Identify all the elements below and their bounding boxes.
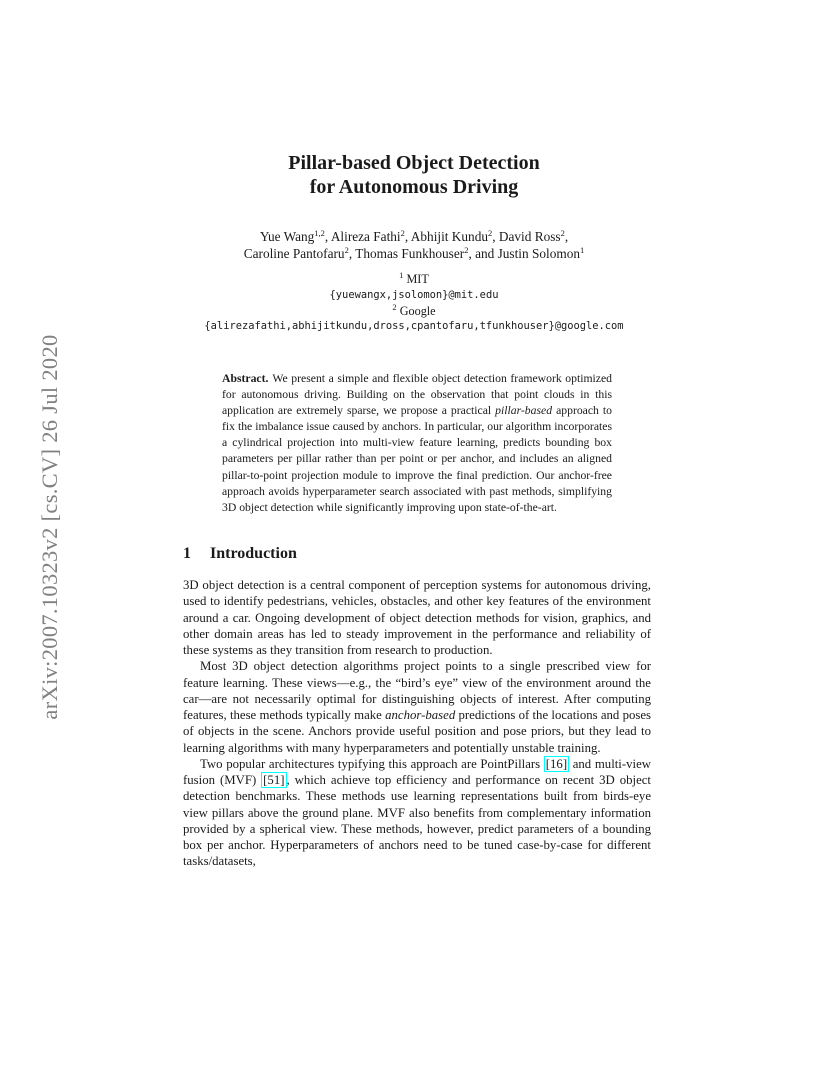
author-affiliation-mark: 2 bbox=[560, 228, 565, 238]
paragraph-text: , which achieve top efficiency and performance on recent 3D object detection benchmarks. These methods use learning representations built from birds-eye view pillars above the ground plane. MVF also benefits from complementary information provided by a spherical view. These methods, however, predict parameters of a bounding box per anchor. Hyperparameters of anchors need to be tuned case-by-case for different tasks/datasets, bbox=[183, 773, 651, 869]
author-separator: , bbox=[564, 229, 569, 244]
paper-title-line-1: Pillar-based Object Detection bbox=[288, 152, 540, 174]
author-affiliation-mark: 1 bbox=[580, 245, 585, 255]
affiliations bbox=[0, 272, 828, 335]
affiliation-mit bbox=[0, 272, 828, 288]
arxiv-identifier-stamp: arXiv:2007.10323v2 [cs.CV] 26 Jul 2020 bbox=[37, 334, 62, 720]
abstract-label: Abstract. bbox=[222, 372, 269, 385]
paragraph-text: predictions of the locations and poses of objects in the scene. Anchors provide useful position and pose priors, but they lead to learning algorithms with many hyperparameters and potentially unstable training. bbox=[183, 708, 652, 755]
author-name: Abhijit Kundu bbox=[410, 229, 488, 244]
affiliation-google bbox=[0, 301, 828, 320]
author-name: Thomas Funkhouser bbox=[355, 246, 465, 261]
abstract-emphasis: pillar-based bbox=[495, 404, 553, 418]
author-name: Caroline Pantofaru bbox=[243, 246, 345, 261]
author-name: Alireza Fathi bbox=[330, 229, 401, 244]
paragraph bbox=[183, 658, 651, 756]
author-separator: , bbox=[404, 229, 411, 244]
paragraph: 3D object detection is a central component of perception systems for autonomous driving, used to identify pedestrians, vehicles, obstacles, and other key features of the environment around a car. Ongoing development of object detection methods for vision, graphics, and other domain areas has led to steady improvement in the performance and reliability of these systems as they transition from research to production. bbox=[183, 578, 651, 657]
author-affiliation-mark: 2 bbox=[344, 245, 349, 255]
author-separator: , bbox=[348, 246, 356, 261]
introduction-body bbox=[183, 577, 651, 870]
author-affiliation-mark: 1,2 bbox=[314, 228, 325, 238]
author-name: Yue Wang bbox=[259, 229, 315, 244]
abstract bbox=[222, 371, 612, 516]
citation-link[interactable]: [51] bbox=[263, 773, 285, 787]
author-separator: , and bbox=[468, 246, 498, 261]
author-name: David Ross bbox=[498, 229, 561, 244]
author-affiliation-mark: 2 bbox=[464, 245, 469, 255]
section-number: 1 bbox=[183, 545, 191, 562]
institution-name: MIT bbox=[406, 272, 429, 286]
section-heading-introduction bbox=[183, 545, 297, 563]
author-separator: , bbox=[324, 229, 331, 244]
email-mit[interactable]: {yuewangx,jsolomon}@mit.edu bbox=[329, 288, 499, 301]
author-line-1 bbox=[0, 228, 828, 245]
section-title: Introduction bbox=[210, 545, 297, 562]
abstract-text: We present a simple and flexible object detection framework optimized for autonomous driving. Building on the observation that point clouds in this application are extremely sparse, we propose a practical bbox=[222, 372, 612, 418]
author-list bbox=[0, 228, 828, 262]
email-google[interactable]: {alirezafathi,abhijitkundu,dross,cpantofaru,tfunkhouser}@google.com bbox=[204, 320, 624, 333]
paragraph-emphasis: anchor-based bbox=[385, 708, 456, 722]
paragraph-text: Two popular architectures typifying this approach are PointPillars bbox=[200, 756, 544, 771]
paragraph-text: and multi-view fusion (MVF) bbox=[183, 756, 651, 787]
author-separator: , bbox=[492, 229, 499, 244]
citation-link[interactable]: [16] bbox=[545, 756, 568, 771]
paragraph-text: Most 3D object detection algorithms project points to a single prescribed view for feature learning. These views—e.g., the “bird’s eye” view of the environment around the car—are not necessarily optimal for distinguishing objects of interest. After computing features, these methods typically make bbox=[183, 659, 651, 722]
paper-title bbox=[0, 151, 828, 199]
author-line-2 bbox=[0, 245, 828, 262]
author-name: Justin Solomon bbox=[497, 246, 580, 261]
affiliation-mark: 2 bbox=[392, 301, 397, 312]
author-affiliation-mark: 2 bbox=[400, 228, 405, 238]
institution-name: Google bbox=[399, 303, 436, 318]
affiliation-mark: 1 bbox=[399, 270, 404, 280]
author-affiliation-mark: 2 bbox=[488, 228, 493, 238]
paper-title-line-2: for Autonomous Driving bbox=[309, 176, 519, 198]
abstract-text: approach to fix the imbalance issue caused by anchors. In particular, our algorithm incorporates a cylindrical projection into multi-view feature learning, predicts bounding box parameters per pillar rather than per point or per anchor, and includes an aligned pillar-to-point projection module to improve the final prediction. Our anchor-free approach avoids hyperparameter search associated with past methods, simplifying 3D object detection while significantly improving upon state-of-the-art. bbox=[222, 404, 612, 514]
paragraph bbox=[183, 756, 651, 870]
